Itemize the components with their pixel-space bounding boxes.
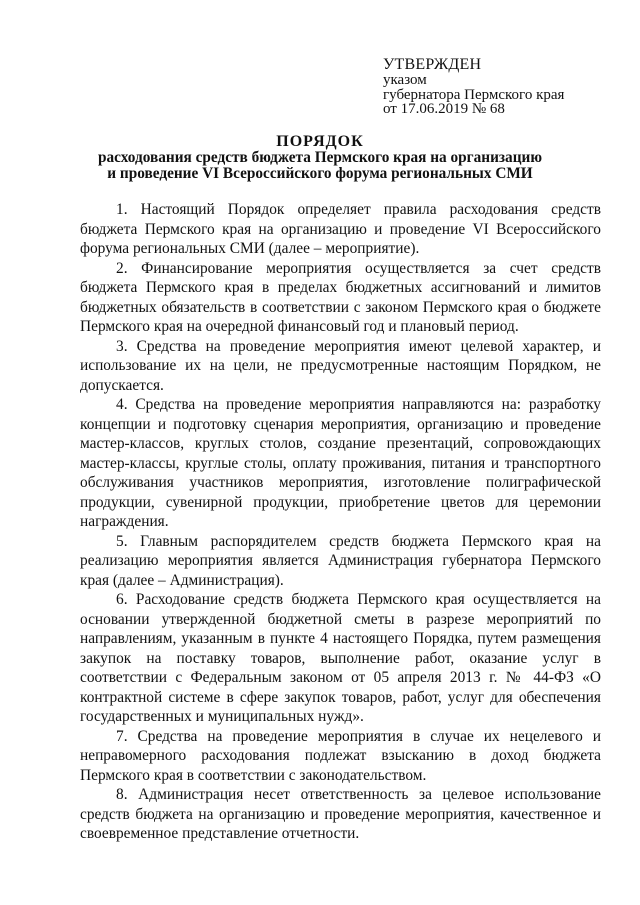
- approval-line-decree: указом: [383, 72, 427, 88]
- paragraph-6: 6. Расходование средств бюджета Пермского края осуществляется на основании утвержденной бюджетной сметы в разрезе мероприятий по направлениям, указанным в пункте 4 настоящего Порядка, путем размещения закупок на поставку товаров, выполнение работ, оказание услуг в соответствии с Федеральным законом от 05 апреля 2013 г. № 44-ФЗ «О контрактной системе в сфере закупок товаров, работ, услуг для обеспечения государственных и муниципальных нужд».: [80, 591, 601, 725]
- subtitle-line-2: и проведение VI Всероссийского форума региональных СМИ: [107, 164, 533, 182]
- document-subtitle: [60, 150, 580, 181]
- approval-line-governor: губернатора Пермского края: [383, 86, 565, 103]
- paragraph-5: 5. Главным распорядителем средств бюджета Пермского края на реализацию мероприятия является Администрация губернатора Пермского края (далее – Администрация).: [80, 532, 601, 589]
- paragraph-4: 4. Средства на проведение мероприятия направляются на: разработку концепции и подготовку сценария мероприятия, организацию и проведение мастер-классов, круглых столов, создание презентаций, сопровождающих мастер-классы, круглые столы, оплату проживания, питания и транспортного обслуживания участников мероприятия, изготовление полиграфической продукции, сувенирной продукции, приобретение цветов для церемонии награждения.: [80, 396, 601, 530]
- approval-heading: УТВЕРЖДЕН: [383, 56, 482, 73]
- subtitle-line-1: расходования средств бюджета Пермского края на организацию: [97, 149, 543, 166]
- approval-stamp: [383, 56, 564, 117]
- document-title: ПОРЯДОК: [276, 133, 364, 150]
- paragraph-3: 3. Средства на проведение мероприятия имеют целевой характер, и использование их на цели, не предусмотренные настоящим Порядком, не допускается.: [80, 337, 601, 394]
- paragraph-2: 2. Финансирование мероприятия осуществляется за счет средств бюджета Пермского края в пределах бюджетных ассигнований и лимитов бюджетных обязательств в соответствии с законом Пермского края о бюджете Пермского края на очередной финансовый год и плановый период.: [80, 259, 601, 335]
- approval-line-date: от 17.06.2019 № 68: [383, 101, 505, 117]
- paragraph-8: 8. Администрация несет ответственность за целевое использование средств бюджета на организацию и проведение мероприятия, качественное и своевременное представление отчетности.: [80, 786, 601, 842]
- paragraph-1: 1. Настоящий Порядок определяет правила расходования средств бюджета Пермского края на организацию и проведение VI Всероссийского форума региональных СМИ (далее – мероприятие).: [80, 201, 601, 257]
- document-body: [80, 200, 601, 844]
- paragraph-7: 7. Средства на проведение мероприятия в случае их нецелевого и неправомерного расходования подлежат взысканию в доход бюджета Пермского края в соответствии с законодательством.: [80, 727, 601, 784]
